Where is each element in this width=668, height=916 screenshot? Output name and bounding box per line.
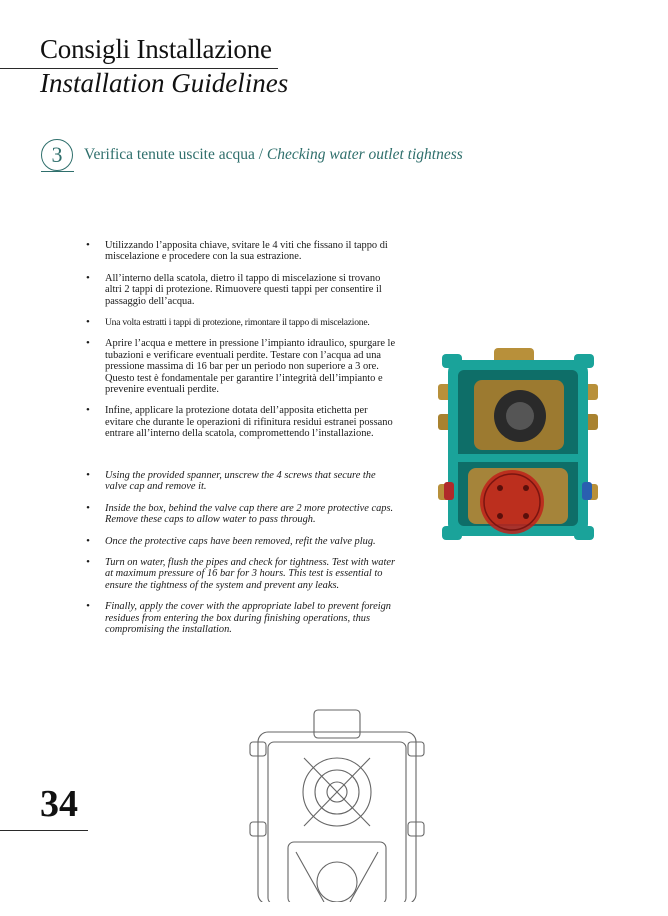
list-item: • Once the protective caps have been removed, refit the valve plug. <box>84 536 396 547</box>
drawing-frame-inner <box>268 742 406 902</box>
list-item: • Finally, apply the cover with the appropriate label to prevent foreign residues from entering the box during finishing operations, thus compromising the installation. <box>84 601 396 635</box>
list-item: • Turn on water, flush the pipes and check for tightness. Test with water at maximum pressure of 16 bar for 3 hours. This test is essential to ensure the tightness of the system and prevent any leaks. <box>84 557 396 591</box>
highlighted-valve-plug <box>480 470 544 534</box>
plug-screw <box>523 485 529 491</box>
step-number-badge <box>41 139 73 171</box>
footer-divider <box>0 830 88 831</box>
valve-box-photo <box>434 346 602 546</box>
instruction-list-english <box>84 470 396 645</box>
list-item: • Aprire l’acqua e mettere in pressione l’impianto idraulico, spurgare le tubazioni e verificare eventuali perdite. Testare con l’acqua ad una pressione massima di 16 bar per un periodo non superiore a 3 ore. Questo test è fondamentale per garantire l’integrità dell’impianto e prevenire eventuali perdite. <box>84 338 396 395</box>
step-number: 3 <box>51 142 63 167</box>
drawing-top-outlet <box>314 710 360 738</box>
step-title-english: Checking water outlet tightness <box>266 146 463 163</box>
page-number: 34 <box>40 783 78 825</box>
plug-screw <box>497 485 503 491</box>
hot-indicator <box>444 482 454 500</box>
valve-box-line-drawing <box>244 702 430 902</box>
drawing-lower-valve <box>317 862 357 902</box>
box-divider <box>458 454 578 462</box>
corner-lug <box>574 526 594 540</box>
drawing-valve-cross <box>304 758 370 826</box>
title-italian: Consigli Installazione <box>40 34 272 64</box>
list-item: • Una volta estratti i tappi di protezione, rimontare il tappo di miscelazione. <box>84 317 396 328</box>
plug-screw <box>497 513 503 519</box>
cold-indicator <box>582 482 592 500</box>
list-item: • Utilizzando l’apposita chiave, svitare le 4 viti che fissano il tappo di miscelazione e procedere con la sua estrazione. <box>84 240 396 263</box>
plug-screw <box>523 513 529 519</box>
corner-lug <box>442 354 462 368</box>
instruction-list-italian <box>84 240 396 450</box>
step-title-italian: Verifica tenute uscite acqua / <box>84 146 264 163</box>
step-divider <box>41 171 74 172</box>
list-item: • Inside the box, behind the valve cap there are 2 more protective caps. Remove these caps to allow water to pass through. <box>84 503 396 526</box>
drawing-lower-lines <box>296 852 378 902</box>
list-item: • Infine, applicare la protezione dotata dell’apposita etichetta per evitare che durante le operazioni di rifinitura residui estranei possano entrare all’interno della scatola, compromettendo l’installazione. <box>84 405 396 439</box>
list-item: • All’interno della scatola, dietro il tappo di miscelazione si trovano altri 2 tappi di protezione. Rimuovere questi tappi per consentire il passaggio dell’acqua. <box>84 273 396 307</box>
corner-lug <box>442 526 462 540</box>
title-english: Installation Guidelines <box>40 68 289 98</box>
drawing-lower-chamber <box>288 842 386 902</box>
corner-lug <box>574 354 594 368</box>
list-item: • Using the provided spanner, unscrew the 4 screws that secure the valve cap and remove it. <box>84 470 396 493</box>
step-title <box>84 146 463 164</box>
upper-valve-center <box>506 402 534 430</box>
